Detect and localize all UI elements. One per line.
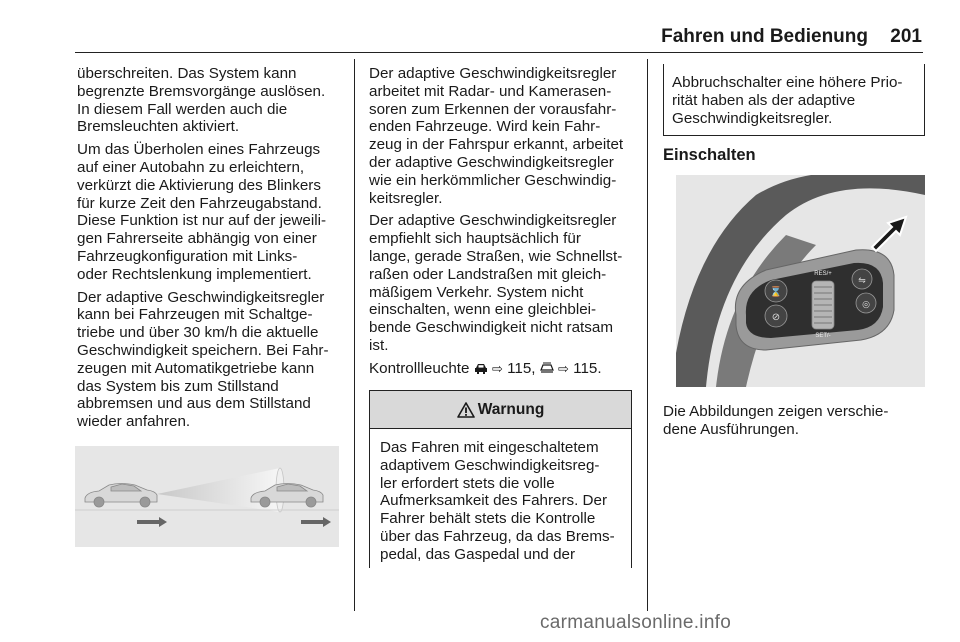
button-cancel <box>765 305 787 327</box>
text-line: Diese Funktion ist nur auf der jeweili- <box>77 212 327 230</box>
text-line: mäßigem Verkehr. System nicht <box>369 283 584 301</box>
text-line: gen Fahrerseite abhängig von einer <box>77 230 317 248</box>
text-line: ler erfordert stets die volle <box>380 474 555 492</box>
warning-body <box>370 429 631 564</box>
set-label: SET/- <box>815 333 831 339</box>
text-line: adaptivem Geschwindigkeitsreg- <box>380 456 600 474</box>
text-line: Der adaptive Geschwindigkeitsregler <box>369 65 617 82</box>
section-heading: Einschalten <box>663 146 756 164</box>
text-line: abbremsen und aus dem Stillstand <box>77 395 311 413</box>
vehicle-ahead-indicator-icon <box>474 363 488 374</box>
watermark[interactable]: carmanualsonline.info <box>540 612 732 633</box>
button-distance <box>852 269 872 289</box>
warning-header <box>370 391 631 429</box>
text-line: keitsregler. <box>369 189 443 207</box>
section-title: Fahren und Bedienung <box>661 26 868 47</box>
text-line: enden Fahrzeuge. Wird kein Fahr- <box>369 118 601 136</box>
paragraph <box>77 65 345 136</box>
text-line: wie ein herkömmlicher Geschwindig- <box>369 171 617 189</box>
text-line: Der adaptive Geschwindigkeitsregler <box>77 288 325 306</box>
text-line: begrenzte Bremsvorgänge auslösen. <box>77 82 326 100</box>
svg-text:◎: ◎ <box>862 300 870 310</box>
text-line: zeug in der Fahrspur erkannt, arbeitet <box>369 136 624 154</box>
text-line: wieder anfahren. <box>77 413 191 431</box>
text-line: der adaptive Geschwindigkeitsregler <box>369 153 614 171</box>
text-line: oder Rechtslenkung implementiert. <box>77 265 312 283</box>
warning-title: Warnung <box>477 400 545 418</box>
page-reference-arrow-icon: ⇨ <box>491 360 503 376</box>
text-line: empfiehlt sich hauptsächlich für <box>369 230 581 248</box>
warning-triangle-icon <box>457 402 475 418</box>
text-line: arbeitet mit Radar- und Kamerasen- <box>369 82 612 100</box>
column-divider-2 <box>647 59 648 611</box>
svg-text:⇋: ⇋ <box>858 276 866 286</box>
page-number: 201 <box>890 26 922 47</box>
page-reference-arrow-icon: ⇨ <box>558 360 569 376</box>
text-line: dene Ausführungen. <box>663 420 799 438</box>
column-2 <box>369 65 633 383</box>
text-line: über das Fahrzeug, da das Brems- <box>380 527 615 545</box>
text-line: pedal, das Gaspedal und der <box>380 545 576 563</box>
column-divider-1 <box>354 59 355 611</box>
paragraph <box>77 141 345 283</box>
text-line: einschalten, wenn eine gleichblei- <box>369 301 597 319</box>
warning-continuation-box <box>663 64 925 136</box>
text-line: lange, gerade Straßen, wie Schnellst- <box>369 247 623 265</box>
text-line: Abbruchschalter eine höhere Prio- <box>672 74 903 91</box>
svg-text:⊘: ⊘ <box>771 312 781 323</box>
res-label: RES/+ <box>814 271 832 277</box>
text-line: ist. <box>369 336 389 354</box>
indicator-prefix: Kontrollleuchte <box>369 359 470 377</box>
text-line: raßen oder Landstraßen mit gleich- <box>369 265 607 283</box>
button-cruise-on <box>856 293 876 313</box>
text-line: Der adaptive Geschwindigkeitsregler <box>369 212 617 230</box>
text-line: soren zum Erkennen der vorausfahr- <box>369 100 617 118</box>
text-line: Fahrer behält stets die Kontrolle <box>380 510 596 528</box>
paragraph <box>77 289 345 431</box>
text-line: Geschwindigkeitsregler. <box>672 109 833 127</box>
warning-box <box>369 390 632 568</box>
text-line: überschreiten. Das System kann <box>77 65 297 82</box>
text-line: das System bis zum Stillstand <box>77 377 279 395</box>
res-set-roller <box>812 281 834 329</box>
image-caption <box>663 403 925 439</box>
text-line: verkürzt die Aktivierung des Blinkers <box>77 176 321 194</box>
text-line: zeugen mit Automatikgetriebe kann <box>77 359 315 377</box>
column-1 <box>77 65 345 436</box>
header-rule <box>75 52 923 53</box>
text-line: auf einer Autobahn zu erleichtern, <box>77 158 305 176</box>
text-line: Fahrzeugkonfiguration mit Links- <box>77 247 298 265</box>
text-line: Das Fahren mit eingeschaltetem <box>380 439 599 456</box>
steering-wheel-illustration <box>676 175 925 387</box>
page-ref-1[interactable]: 115, <box>507 359 536 377</box>
text-line: für kurze Zeit den Fahrzeugabstand. <box>77 194 322 212</box>
svg-text:⌛: ⌛ <box>769 287 783 298</box>
button-speed-limiter <box>765 280 787 302</box>
paragraph <box>369 212 633 354</box>
text-line: Um das Überholen eines Fahrzeugs <box>77 141 321 159</box>
text-line: rität haben als der adaptive <box>672 91 856 109</box>
text-line: Bremsleuchten aktiviert. <box>77 118 240 136</box>
cruise-control-indicator-icon <box>540 362 554 374</box>
text-line: In diesem Fall werden auch die <box>77 100 288 118</box>
text-line: Geschwindigkeit speichern. Bei Fahr- <box>77 341 329 359</box>
text-line: triebe und über 30 km/h die aktuelle <box>77 324 319 342</box>
text-line: kann bei Fahrzeugen mit Schaltge- <box>77 306 313 324</box>
text-line: Die Abbildungen zeigen verschie- <box>663 403 889 420</box>
following-distance-illustration <box>75 446 339 547</box>
indicator-reference <box>369 360 633 378</box>
text-line: bende Geschwindigkeit nicht ratsam <box>369 319 613 337</box>
text-line: Aufmerksamkeit des Fahrers. Der <box>380 492 608 510</box>
paragraph <box>369 65 633 207</box>
page-ref-2[interactable]: 115. <box>573 359 602 377</box>
